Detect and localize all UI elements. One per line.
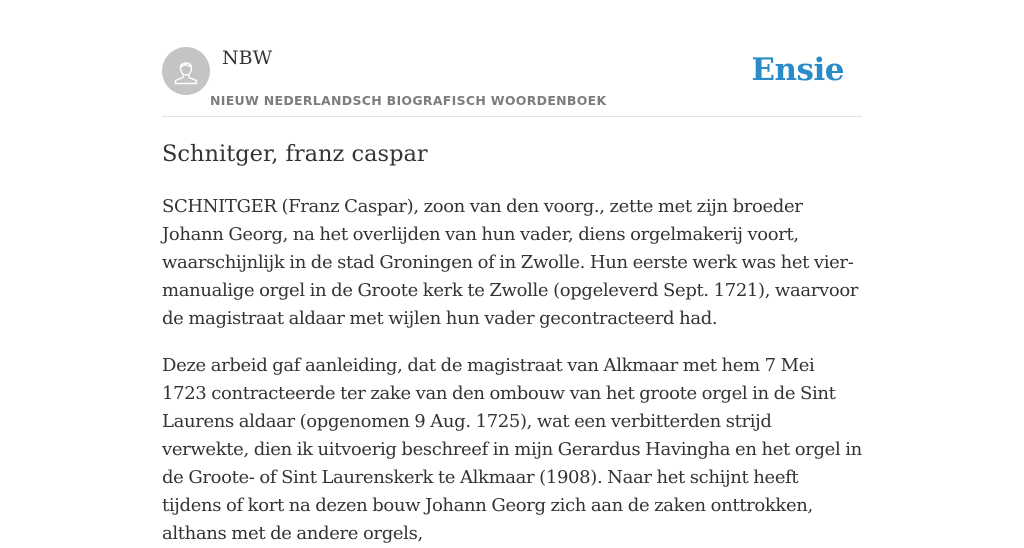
avatar[interactable] bbox=[162, 47, 210, 95]
article-paragraph-1: SCHNITGER (Franz Caspar), zoon van den voorg., zette met zijn broeder Johann Georg, na het overlijden van hun vader, diens orgelmakerij voort, waarschijnlijk in de stad Groningen of in Zwolle. Hun eerste werk was het vier-manualige orgel in de Groote kerk te Zwolle (opgeleverd Sept. 1721), waarvoor de magistraat aldaar met wijlen hun vader gecontracteerd had. bbox=[162, 196, 859, 329]
article-paragraph-2: Deze arbeid gaf aanleiding, dat de magistraat van Alkmaar met hem 7 Mei 1723 contracteerde ter zake van den ombouw van het groote orgel in de Sint Laurens aldaar (opgenomen 9 Aug. 1725), wat een verbitterden strijd verwekte, dien ik uitvoerig beschreef in mijn Gerardus Havingha en het orgel in de Groote- of Sint Laurenskerk te Alkmaar (1908). Naar het schijnt heeft tijdens of kort na dezen bouw Johann Georg zich aan de zaken onttrokken, althans met de andere orgels, bbox=[162, 355, 862, 544]
article bbox=[162, 136, 862, 548]
source-header bbox=[162, 0, 862, 117]
brand-logo[interactable]: Ensie bbox=[751, 52, 844, 88]
user-icon bbox=[162, 47, 210, 95]
article-title: Schnitger, franz caspar bbox=[162, 141, 428, 167]
source-subtitle: NIEUW NEDERLANDSCH BIOGRAFISCH WOORDENBOEK bbox=[210, 93, 607, 108]
source-name[interactable]: NBW bbox=[222, 47, 273, 69]
